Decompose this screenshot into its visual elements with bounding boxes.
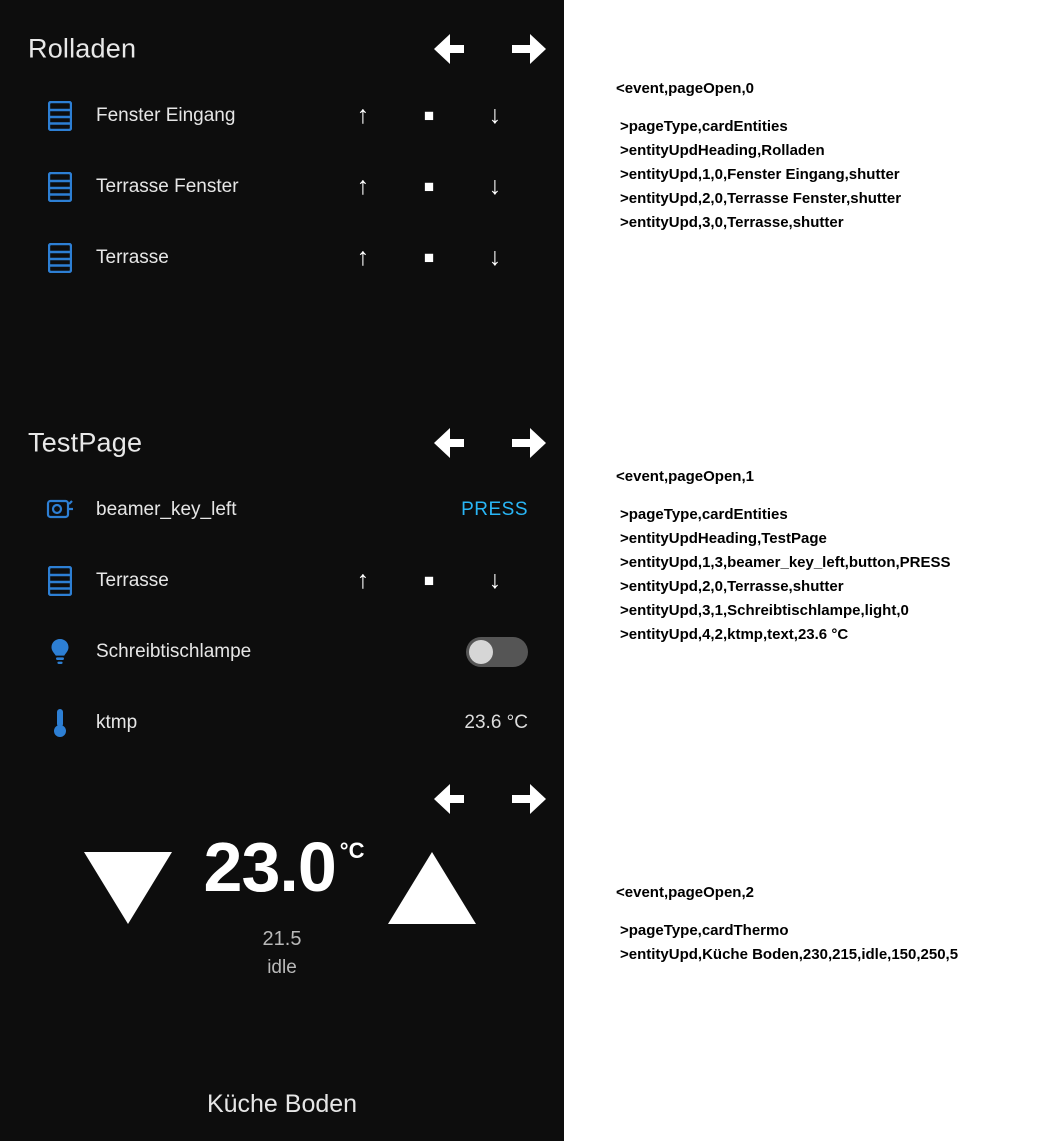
log-line: >entityUpd,2,0,Terrasse Fenster,shutter [620,190,902,207]
card-entities-testpage [0,412,564,758]
log-line: >entityUpd,3,0,Terrasse,shutter [620,214,844,231]
shutter-icon [32,566,88,596]
next-page-arrow-icon[interactable] [502,428,542,458]
target-temperature: 21.5 [262,928,302,950]
prev-page-arrow-icon[interactable] [438,428,478,458]
button-control [461,474,528,545]
list-item [0,474,564,545]
log-event-line: <event,pageOpen,2 [616,884,754,901]
shutter-up-button[interactable]: ↑ [356,101,370,129]
log-line: >entityUpd,3,1,Schreibtischlampe,light,0 [620,602,909,619]
shutter-up-button[interactable]: ↑ [356,243,370,271]
shutter-controls [330,151,528,222]
thermostat-name: Küche Boden [206,1090,358,1118]
shutter-controls [330,545,528,616]
log-line: >entityUpd,1,0,Fenster Eingang,shutter [620,166,900,183]
nav-arrows [438,34,542,64]
entity-label: ktmp [96,711,138,733]
log-line: >pageType,cardEntities [620,118,788,135]
toggle-knob [469,640,493,664]
shutter-down-button[interactable]: ↓ [488,566,502,594]
nav-arrows [438,784,542,814]
text-value-control [464,687,528,758]
log-event-line: <event,pageOpen,0 [616,80,754,97]
projector-icon [32,496,88,524]
shutter-controls [330,80,528,151]
entity-label: beamer_key_left [96,498,237,520]
prev-page-arrow-icon[interactable] [438,34,478,64]
list-item [0,222,564,293]
shutter-stop-button[interactable]: ■ [423,177,435,196]
list-item [0,151,564,222]
status-badge: idle [267,957,297,978]
entity-label: Terrasse Fenster [96,175,239,197]
log-line: >entityUpd,1,3,beamer_key_left,button,PRESS [620,554,951,571]
log-event-line: <event,pageOpen,1 [616,468,754,485]
list-item [0,545,564,616]
shutter-icon [32,172,88,202]
page-title: Rolladen [28,33,137,64]
shutter-icon [32,243,88,273]
entity-label: Terrasse [96,246,169,268]
log-block [616,468,951,647]
log-line: >pageType,cardEntities [620,506,788,523]
temperature-value: 23.6 °C [464,711,528,733]
log-line: >entityUpd,Küche Boden,230,215,idle,150,250,5 [620,946,959,963]
nav-arrows [438,428,542,458]
prev-page-arrow-icon[interactable] [438,784,478,814]
log-line: >pageType,cardThermo [620,922,789,939]
shutter-up-button[interactable]: ↑ [356,566,370,594]
shutter-stop-button[interactable]: ■ [423,248,435,267]
page-title: TestPage [28,427,143,458]
shutter-controls [330,222,528,293]
list-item [0,687,564,758]
list-item [0,80,564,151]
shutter-down-button[interactable]: ↓ [488,172,502,200]
log-block [616,884,958,967]
shutter-icon [32,101,88,131]
entity-label: Schreibtischlampe [96,640,252,662]
card-entities-rolladen [0,18,564,293]
list-item [0,616,564,687]
shutter-down-button[interactable]: ↓ [488,243,502,271]
shutter-stop-button[interactable]: ■ [423,106,435,125]
card-thermo [0,770,564,1141]
log-block [616,80,901,235]
log-line: >entityUpdHeading,TestPage [620,530,827,547]
light-toggle-switch[interactable] [466,637,528,667]
bulb-icon [32,637,88,667]
next-page-arrow-icon[interactable] [502,34,542,64]
thermometer-icon [32,707,88,739]
log-line: >entityUpd,4,2,ktmp,text,23.6 °C [620,626,849,643]
log-line: >entityUpdHeading,Rolladen [620,142,825,159]
entity-label: Fenster Eingang [96,104,236,126]
serial-log-panel [564,0,1045,1141]
press-button[interactable]: PRESS [461,498,528,520]
card-header [0,18,564,80]
card-header [0,412,564,474]
thermostat-readout [0,828,564,979]
log-line: >entityUpd,2,0,Terrasse,shutter [620,578,844,595]
next-page-arrow-icon[interactable] [502,784,542,814]
current-temperature: 23.0 [203,828,336,906]
entity-label: Terrasse [96,569,169,591]
thermostat [0,770,564,1141]
shutter-up-button[interactable]: ↑ [356,172,370,200]
temperature-unit: °C [339,838,365,863]
shutter-stop-button[interactable]: ■ [423,571,435,590]
toggle-control [466,616,528,687]
shutter-down-button[interactable]: ↓ [488,101,502,129]
